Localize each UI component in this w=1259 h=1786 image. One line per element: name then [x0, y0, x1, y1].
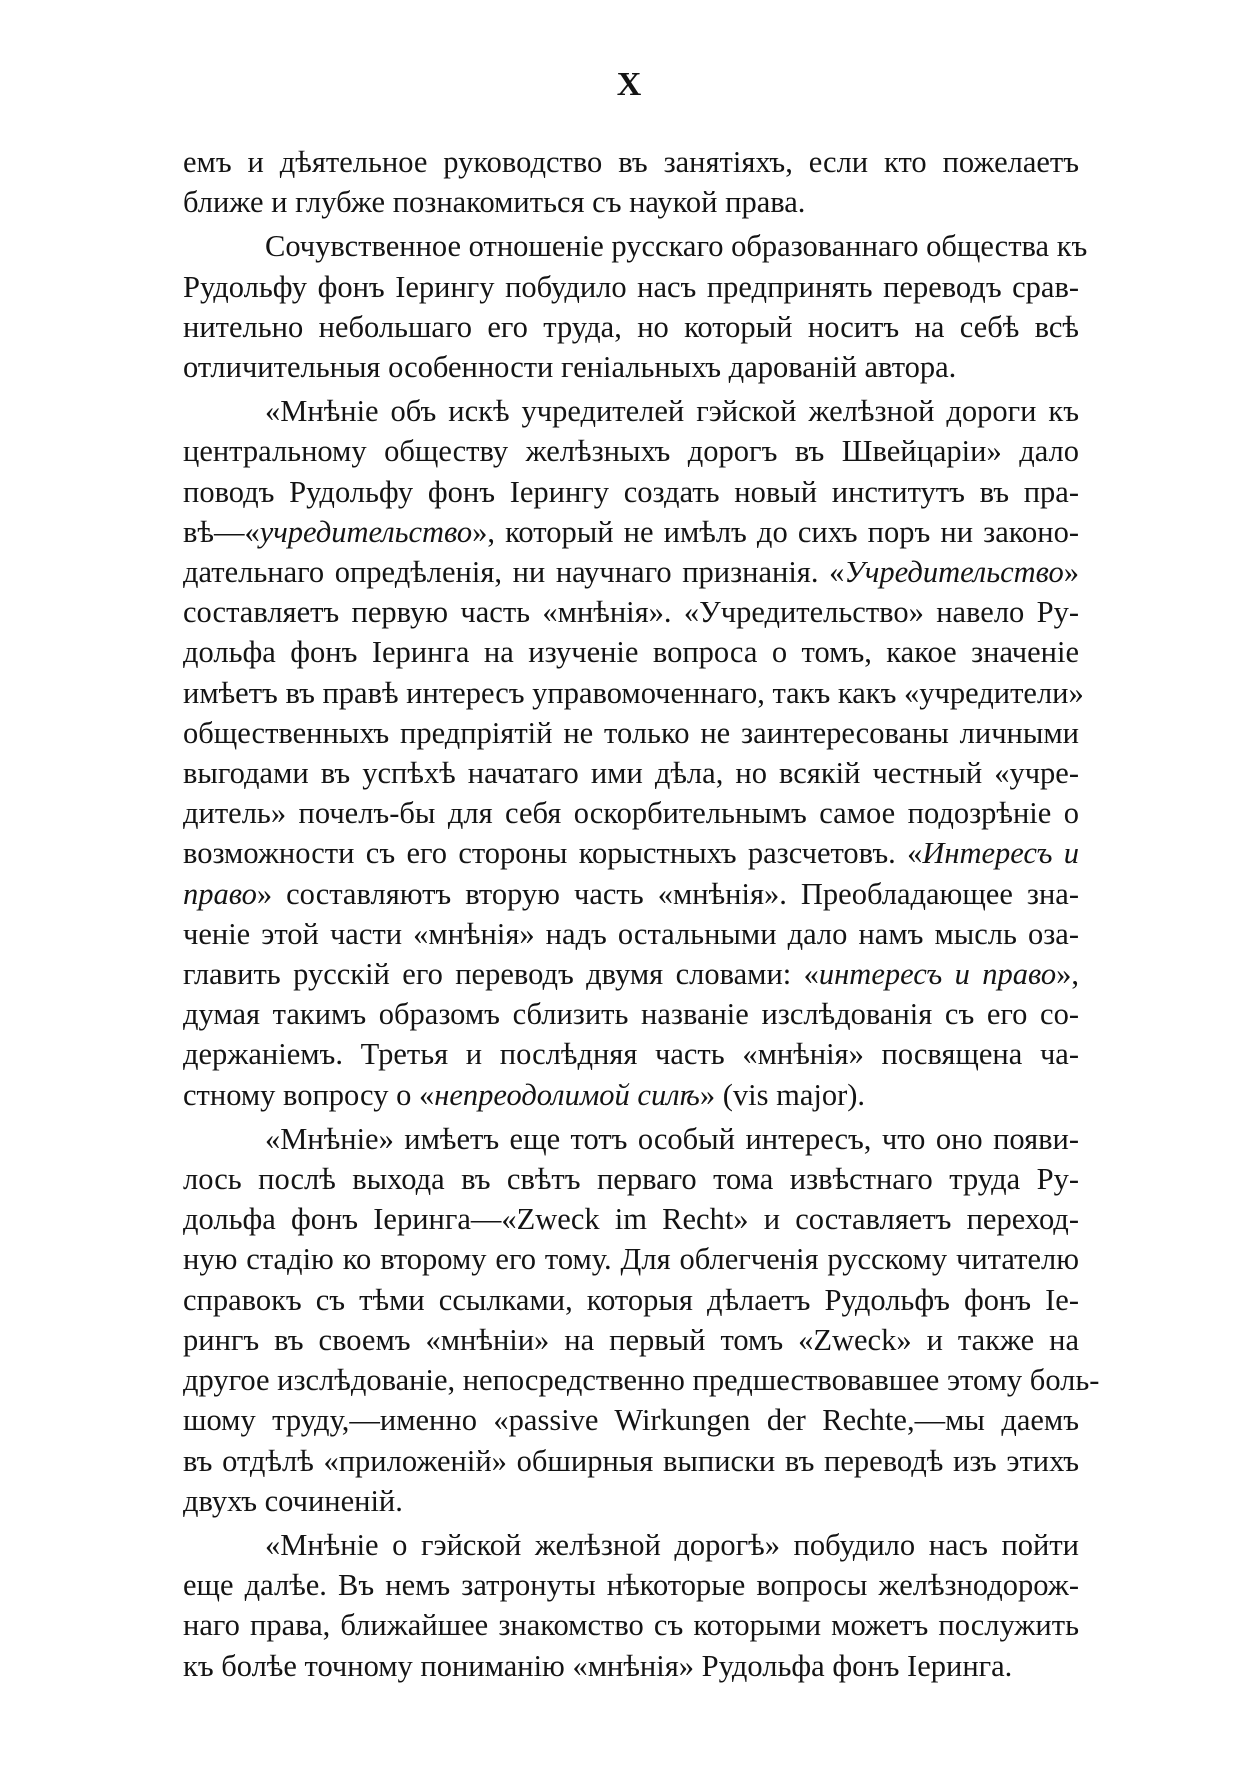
- text-line: имѣетъ въ правѣ интересъ управомоченнаго, такъ какъ «учредители»: [183, 675, 1084, 710]
- text-line: Рудольфу фонъ Іерингу побудило насъ предпринять переводъ срав-: [183, 269, 1079, 304]
- text-line: справокъ съ тѣми ссылками, которыя дѣлаетъ Рудольфъ фонъ Іе-: [183, 1282, 1079, 1317]
- text-line: наго права, ближайшее знакомство съ которыми можетъ послужить: [183, 1608, 1079, 1643]
- text-line: «Мнѣніе о гэйской желѣзной дорогѣ» побудило насъ пойти: [265, 1527, 1079, 1562]
- text-line: рингъ въ своемъ «мнѣніи» на первый томъ «Zweck» и также на: [183, 1322, 1079, 1357]
- italic-phrase: Учредительство: [844, 555, 1064, 590]
- paragraph: [183, 391, 1084, 1115]
- text-line: общественныхъ предпріятій не только не заинтересованы личными: [183, 715, 1079, 750]
- paragraph: [183, 1525, 1079, 1686]
- text-line: дитель» почелъ-бы для себя оскорбительнымъ самое подозрѣніе о: [183, 796, 1079, 831]
- italic-phrase: учредительство: [259, 514, 473, 549]
- paragraph: [183, 226, 1088, 387]
- text-line: Сочувственное отношеніе русскаго образованнаго общества къ: [265, 229, 1088, 264]
- italic-phrase: интересъ и право: [818, 957, 1057, 992]
- text-line: ченіе этой части «мнѣнія» надъ остальными дало намъ мысль оза-: [183, 916, 1079, 951]
- text-line: отличительныя особенности геніальныхъ дарованій автора.: [183, 350, 957, 385]
- text-line: къ болѣе точному пониманію «мнѣнія» Рудольфа фонъ Іеринга.: [183, 1648, 1013, 1683]
- text-line: главить русскій его переводъ двумя словами: «интересъ и право»,: [183, 957, 1080, 992]
- text-line: составляетъ первую часть «мнѣнія». «Учредительство» навело Ру-: [183, 595, 1079, 630]
- paragraph: [183, 1119, 1100, 1521]
- text-line: лось послѣ выхода въ свѣтъ перваго тома извѣстнаго труда Ру-: [183, 1162, 1079, 1197]
- text-line: возможности съ его стороны корыстныхъ разсчетовъ. «Интересъ и: [183, 836, 1079, 871]
- text-line: шому труду,—именно «passive Wirkungen der Rechte,—мы даемъ: [183, 1403, 1079, 1438]
- text-line: стному вопросу о «непреодолимой силѣ» (vis major).: [183, 1077, 866, 1112]
- text-line: ближе и глубже познакомиться съ наукой права.: [183, 185, 806, 220]
- text-line: двухъ сочиненій.: [183, 1483, 403, 1518]
- text-line: въ отдѣлѣ «приложеній» обширныя выписки въ переводѣ изъ этихъ: [183, 1443, 1079, 1478]
- text-line: другое изслѣдованіе, непосредственно предшествовавшее этому боль-: [183, 1363, 1100, 1398]
- text-line: центральному обществу желѣзныхъ дорогъ въ Швейцаріи» дало: [183, 434, 1079, 469]
- text-line: емъ и дѣятельное руководство въ занятіяхъ, если кто пожелаетъ: [183, 145, 1079, 179]
- text-line: «Мнѣніе» имѣетъ еще тотъ особый интересъ, что оно появи-: [265, 1121, 1079, 1156]
- text-line: поводъ Рудольфу фонъ Іерингу создать новый институтъ въ пра-: [183, 474, 1079, 509]
- italic-phrase: Интересъ и: [922, 836, 1079, 871]
- text-line: «Мнѣніе объ искѣ учредителей гэйской желѣзной дороги къ: [265, 394, 1079, 429]
- text-line: дольфа фонъ Іеринга на изученіе вопроса о томъ, какое значеніе: [183, 635, 1079, 670]
- body-text: [183, 142, 1100, 1686]
- text-line: держаніемъ. Третья и послѣдняя часть «мнѣнія» посвящена ча-: [183, 1037, 1079, 1072]
- text-line: вѣ—«учредительство», который не имѣлъ до сихъ поръ ни законо-: [183, 514, 1079, 549]
- italic-phrase: непреодолимой силѣ: [434, 1077, 700, 1112]
- text-line: нительно небольшаго его труда, но который носитъ на себѣ всѣ: [183, 309, 1079, 344]
- text-line: ную стадію ко второму его тому. Для облегченія русскому читателю: [183, 1242, 1079, 1277]
- text-line: еще далѣе. Въ немъ затронуты нѣкоторые вопросы желѣзнодорож-: [183, 1568, 1079, 1603]
- paragraph: [183, 142, 1079, 222]
- text-line: думая такимъ образомъ сблизить названіе изслѣдованія съ его со-: [183, 997, 1079, 1032]
- page-number: X: [616, 66, 643, 103]
- text-line: право» составляютъ вторую часть «мнѣнія». Преобладающее зна-: [183, 876, 1079, 911]
- text-line: выгодами въ успѣхѣ начатаго ими дѣла, но всякій честный «учре-: [183, 756, 1079, 791]
- text-line: дательнаго опредѣленія, ни научнаго признанія. «Учредительство»: [183, 555, 1079, 590]
- text-line: дольфа фонъ Іеринга—«Zweck im Recht» и составляетъ переход-: [183, 1202, 1079, 1237]
- italic-phrase: право: [183, 876, 257, 911]
